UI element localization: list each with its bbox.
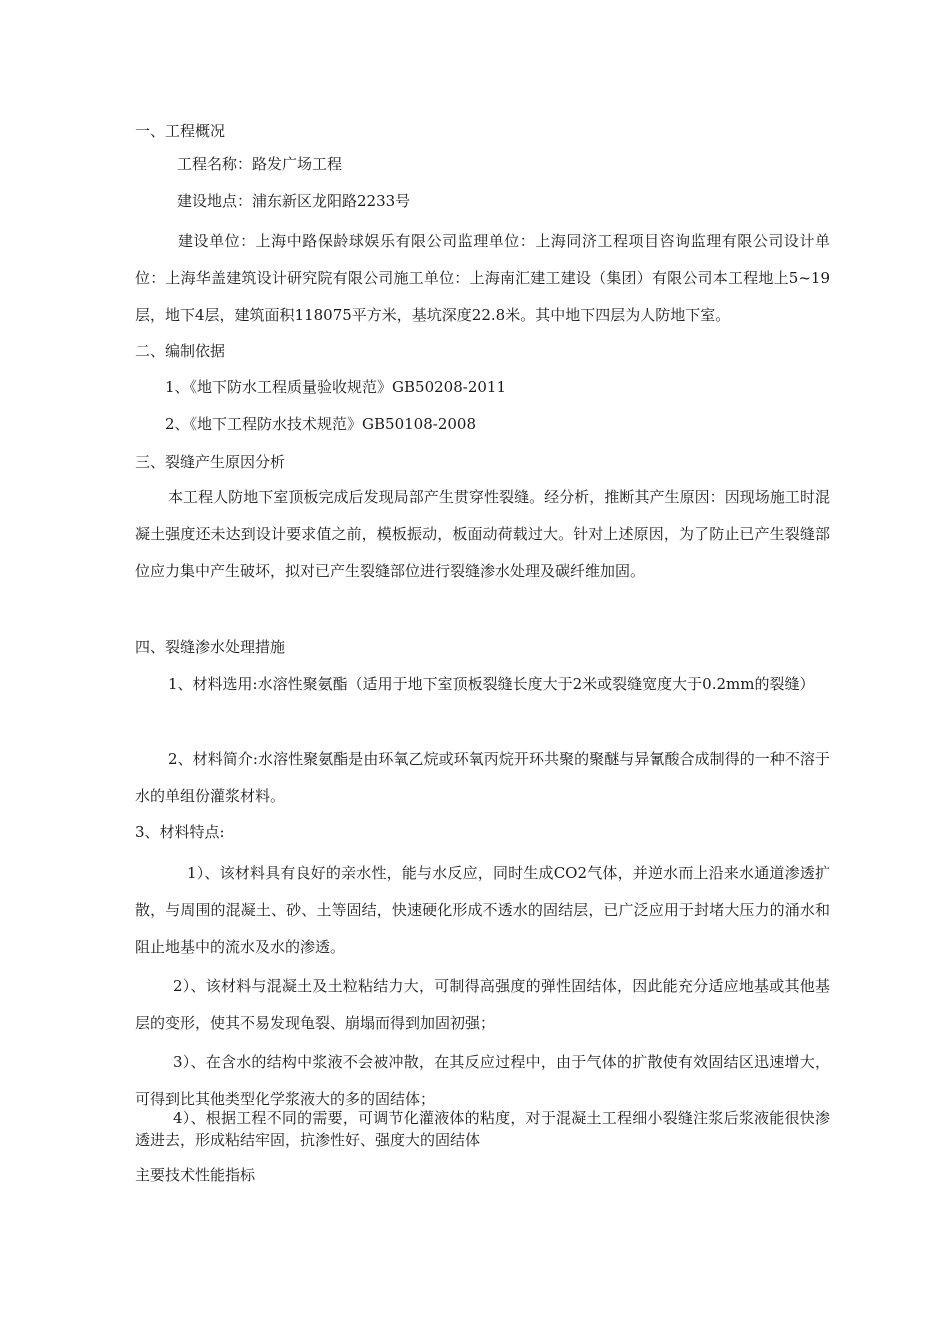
section-heading-crack-cause: 三、裂缝产生原因分析 xyxy=(135,453,286,471)
material-selection-paragraph: 1、材料选用:水溶性聚氨酯（适用于地下室顶板裂缝长度大于2米或裂缝宽度大于0.2mm的裂缝） xyxy=(168,675,815,693)
material-feature-1: 1）、该材料具有良好的亲水性，能与水反应，同时生成CO2气体，并逆水而上沿来水通道渗透扩散，与周围的混凝土、砂、土等固结，快速硬化形成不透水的固结层，已广泛应用于封堵大压力的涌水和阻止地基中的流水及水的渗透。 xyxy=(135,864,830,956)
material-features-title: 3、材料特点: xyxy=(135,823,225,841)
section-heading-basis: 二、编制依据 xyxy=(135,342,226,360)
section-heading-measures: 四、裂缝渗水处理措施 xyxy=(135,638,286,656)
project-location: 建设地点：浦东新区龙阳路2233号 xyxy=(177,192,411,210)
section-heading-overview: 一、工程概况 xyxy=(135,122,226,140)
performance-indicators-title: 主要技术性能指标 xyxy=(135,1166,256,1184)
project-name: 工程名称：路发广场工程 xyxy=(177,155,343,173)
reference-item-2: 2、《地下工程防水技术规范》GB50108-2008 xyxy=(165,415,477,433)
reference-item-1: 1、《地下防水工程质量验收规范》GB50208-2011 xyxy=(165,378,507,396)
project-units-paragraph: 建设单位：上海中路保龄球娱乐有限公司监理单位：上海同济工程项目咨询监理有限公司设计单位：上海华盖建筑设计研究院有限公司施工单位：上海南汇建工建设（集团）有限公司本工程地上5~19层，地下4层，建筑面积118075平方米，基坑深度22.8米。其中地下四层为人防地下室。 xyxy=(135,232,830,324)
crack-cause-paragraph: 本工程人防地下室顶板完成后发现局部产生贯穿性裂缝。经分析，推断其产生原因：因现场施工时混凝土强度还未达到设计要求值之前，模板振动，板面动荷载过大。针对上述原因，为了防止已产生裂缝部位应力集中产生破坏，拟对已产生裂缝部位进行裂缝渗水处理及碳纤维加固。 xyxy=(135,488,830,580)
material-feature-3: 3）、在含水的结构中浆液不会被冲散，在其反应过程中，由于气体的扩散使有效固结区迅速增大，可得到比其他类型化学浆液大的多的固结体； xyxy=(135,1053,830,1108)
material-intro-paragraph: 2、材料简介:水溶性聚氨酯是由环氧乙烷或环氧丙烷开环共聚的聚醚与异氰酸合成制得的一种不溶于水的单组份灌浆材料。 xyxy=(135,750,830,805)
material-feature-2: 2）、该材料与混凝土及土粒粘结力大，可制得高强度的弹性固结体，因此能充分适应地基或其他基层的变形，使其不易发现龟裂、崩塌而得到加固初强； xyxy=(135,977,830,1032)
material-feature-4: 4）、根据工程不同的需要，可调节化灌液体的粘度，对于混凝土工程细小裂缝注浆后浆液能很快渗透进去，形成粘结牢固，抗渗性好、强度大的固结体 xyxy=(135,1109,830,1149)
